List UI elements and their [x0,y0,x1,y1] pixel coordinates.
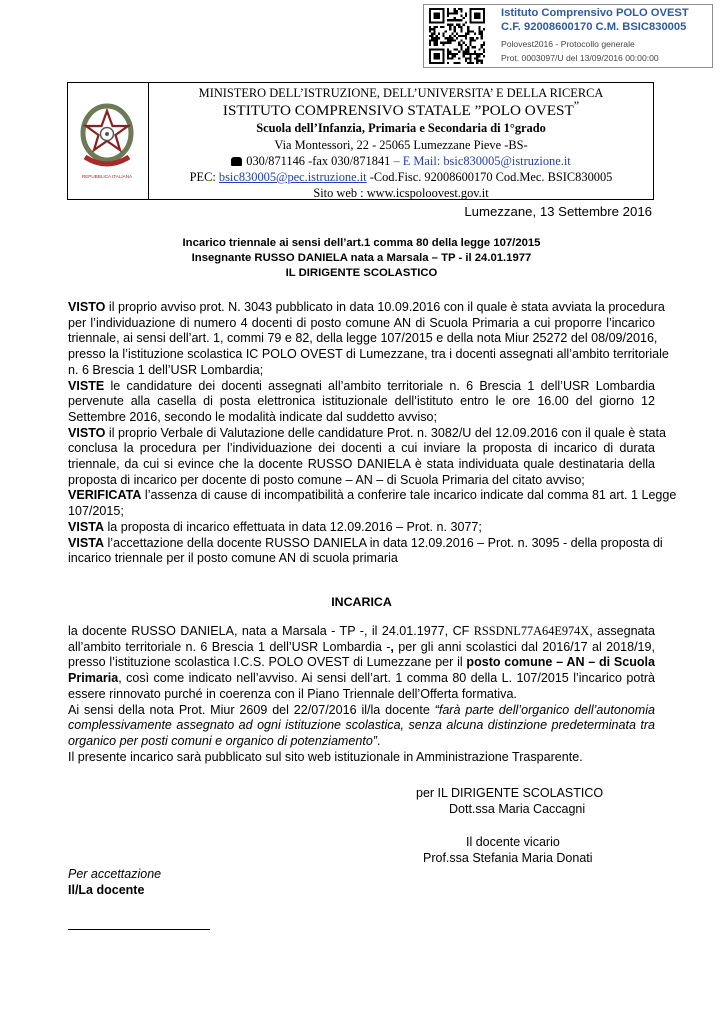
signature-director-name: Dott.ssa Maria Caccagni [449,802,586,816]
preamble [68,300,677,567]
tax-code: RSSDNL77A64E974X [473,624,590,638]
pec-line: PEC: bsic830005@pec.istruzione.it -Cod.Fisc. 92008600170 Cod.Mec. BSIC830005 [189,170,613,184]
signature-director-label: per IL DIRIGENTE SCOLASTICO [416,786,604,800]
institute-name: ISTITUTO COMPRENSIVO STATALE ”POLO OVEST” [222,97,580,119]
signature-vicario-name: Prof.ssa Stefania Maria Donati [423,851,593,865]
stamp-protocol: Prot. 0003097/U del 13/09/2016 00:00:00 [501,53,659,63]
email-link[interactable]: – E Mail: bsic830005@istruzione.it [393,154,571,168]
school-address: Via Montessori, 22 - 25065 Lumezzane Pieve -BS- [274,138,528,152]
signature-line [68,929,210,930]
school-types: Scuola dell’Infanzia, Primaria e Secondaria di 1°grado [256,121,546,135]
ministry-name: MINISTERO DELL’ISTRUZIONE, DELL’UNIVERSITA’ E DELLA RICERCA [198,86,604,100]
stamp-school: Istituto Comprensivo POLO OVEST [501,7,689,19]
letterhead [67,82,654,200]
incarica-heading: INCARICA [331,595,392,609]
assignment-paragraph: la docente RUSSO DANIELA, nata a Marsala - TP -, il 24.01.1977, CF RSSDNL77A64E974X, assegnata all’ambito territoriale n. 6 Brescia 1 dell’USR Lombardia -, per gli anni scolastici dal 2016/17 al 2018/19, presso l’istituzione scolastica I.C.S. POLO OVEST di Lumezzane per il posto comune – AN – di Scuola Primaria, così come indicato nell’avviso. Ai sensi dell’art. 1 comma 80 della L. 107/2015 l’incarico potrà essere rinnovato purché in coerenza con il Piano Triennale dell’Offerta formativa. Ai sensi della nota Prot. Miur 2609 del 22/07/2016 il/la docente “farà parte dell’organico dell’autonomia complessivamente assegnato ad ogni istituzione scolastica, senza alcuna distinzione predeterminata tra organico per posti comuni e organico di potenziamento”. Il presente incarico sarà pubblicato sul sito web istituzionale in Amministrazione Trasparente. [68,624,655,764]
qr-code [429,8,485,64]
protocol-stamp [423,4,713,68]
verificata-paragraph: VERIFICATA l’assenza di cause di incompatibilità a conferire tale incarico indicate dal comma 81 art. 1 Legge 107/2015; [68,488,677,519]
vista-paragraph-2: VISTA l’accettazione della docente RUSSO DANIELA in data 12.09.2016 – Prot. n. 3095 - della proposta di incarico triennale per il posto comune AN di scuola primaria [68,535,663,566]
signature-vicario-label: Il docente vicario [466,835,560,849]
italian-republic-emblem [74,93,140,187]
visto-paragraph-1: VISTO il proprio avviso prot. N. 3043 pubblicato in data 10.09.2016 con il quale è stata avviata la procedura per l’individuazione di numero 4 docenti di posto comune AN di Scuola Primaria a cui proporre l’incarico triennale, ai sensi dell’art. 1, commi 79 e 82, della legge 107/2015 e della nota Miur 25272 del 08/09/2016, presso la l’istituzione scolastica IC POLO OVEST di Lumezzane, tra i docenti assegnati all’ambito territoriale n. 6 Brescia 1 dell’USR Lombardia; [68,300,669,377]
visto-paragraph-2: VISTO il proprio Verbale di Valutazione delle candidature Prot. n. 3082/U del 12.09.2016 con il quale è stata conclusa la procedura per l’individuazione dei docenti a cui inviare la proposta di incarico di durata triennale, da cui si evince che la docente RUSSO DANIELA è stata individuata quale destinataria della proposta di incarico per docente di posto comune – AN – di Scuola Primaria del citato avviso; [68,425,666,487]
teacher-heading: Insegnante RUSSO DANIELA nata a Marsala – TP - il 24.01.1977 [191,252,532,264]
website: Sito web : www.icspoloovest.gov.it [313,186,489,200]
viste-paragraph: VISTE le candidature dei docenti assegnati all’ambito territoriale n. 6 Brescia 1 dell’USR Lombardia pervenute alla casella di posta elettronica istituzionale dell’istituto entro le ore 16.00 del giorno 12 Settembre 2016, secondo le modalità indicate dal suddetto avviso; [68,378,655,424]
phone-fax: 030/871146 -fax 030/871841 [246,154,391,168]
phone-icon [231,157,242,166]
acceptance-teacher: Il/La docente [68,883,145,897]
stamp-codes: C.F. 92008600170 C.M. BSIC830005 [501,21,687,33]
vista-paragraph-1: VISTA la proposta di incarico effettuata in data 12.09.2016 – Prot. n. 3077; [68,519,482,534]
director-heading: IL DIRIGENTE SCOLASTICO [285,267,438,279]
subject-heading: Incarico triennale ai sensi dell’art.1 comma 80 della legge 107/2015 [182,237,541,249]
document-date: Lumezzane, 13 Settembre 2016 [464,204,652,219]
letterhead-text [149,85,653,201]
contact-line [149,153,653,169]
emblem-caption: REPUBBLICA ITALIANA [81,174,133,179]
pec-link[interactable]: bsic830005@pec.istruzione.it [218,170,367,184]
acceptance-label: Per accettazione [68,867,162,881]
stamp-system: Polovest2016 - Protocollo generale [501,39,635,49]
